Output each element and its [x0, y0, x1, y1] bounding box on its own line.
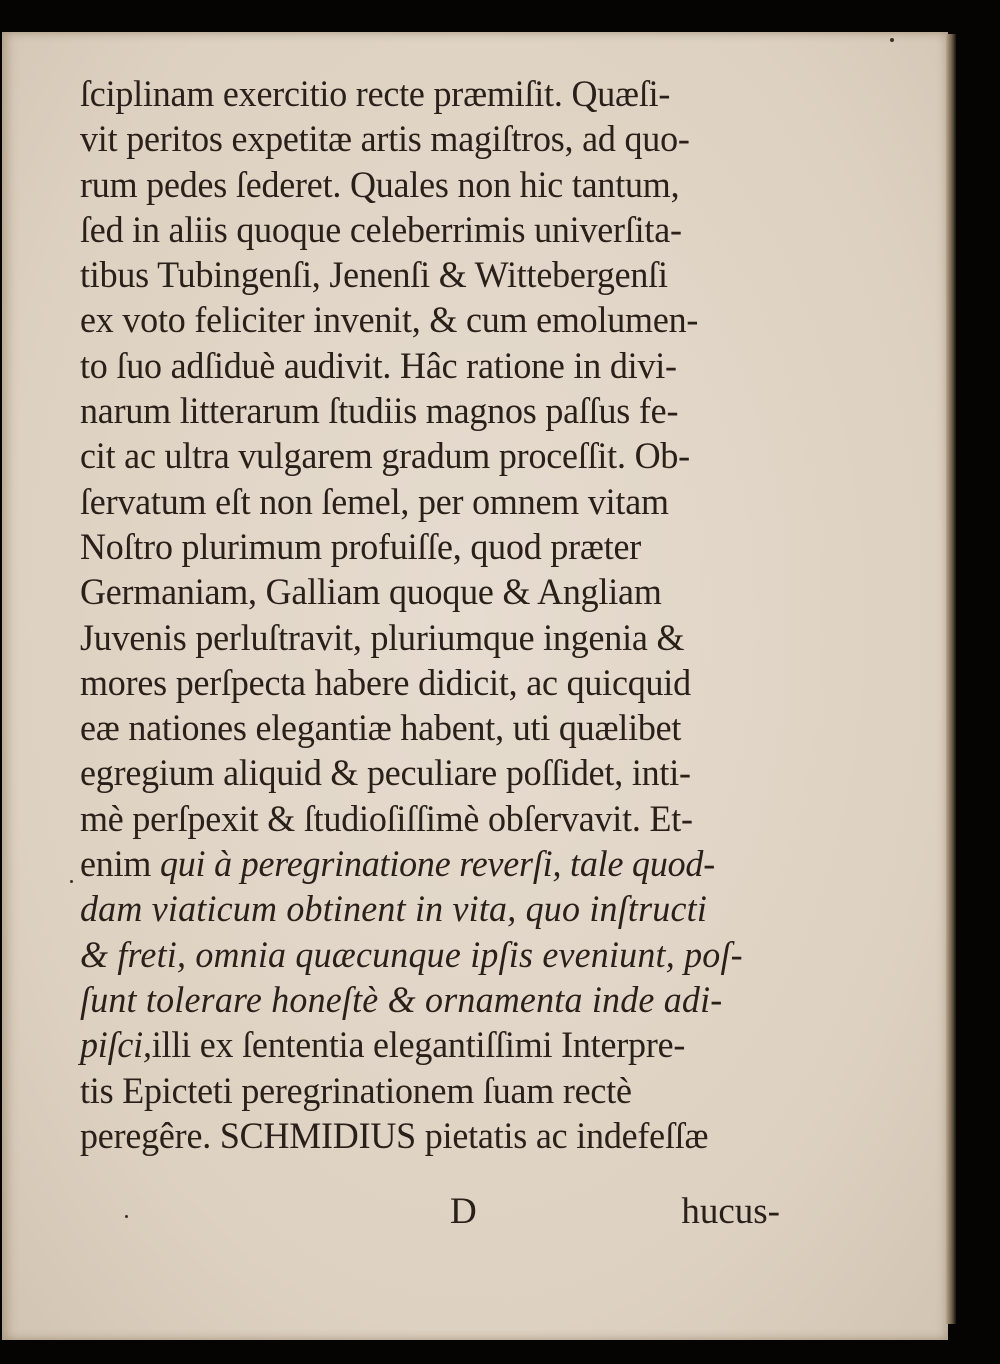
paper-speck — [125, 1215, 128, 1218]
body-text — [80, 72, 800, 1159]
roman-run: enim — [80, 844, 152, 886]
italic-run: qui à peregrinatione reverſi, tale quod- — [159, 844, 715, 886]
italic-line: & freti, omnia quæcunque ipſis eveniunt, poſ- — [80, 934, 743, 976]
italic-line: ſunt tolerare honeſtè & ornamenta inde adi- — [80, 979, 723, 1021]
text-line: Noſtro plurimum profuiſſe, quod præter — [80, 526, 642, 568]
roman-run: illi ex ſententia elegantiſſimi Interpre- — [151, 1025, 686, 1067]
text-line: tibus Tubingenſi, Jenenſi & Wittebergenſi — [80, 255, 668, 297]
italic-run: piſci, — [80, 1025, 152, 1067]
paper-speck — [890, 38, 894, 42]
text-line: egregium aliquid & peculiare poſſidet, inti- — [80, 753, 691, 795]
text-line: Germaniam, Galliam quoque & Angliam — [80, 572, 662, 614]
text-line: to ſuo adſiduè audivit. Hâc ratione in divi- — [80, 345, 677, 387]
text-line: narum litterarum ſtudiis magnos paſſus fe- — [80, 391, 679, 433]
text-line: Juvenis perluſtravit, pluriumque ingenia & — [80, 617, 685, 659]
text-line — [80, 842, 780, 887]
text-line: ſed in aliis quoque celeberrimis univerſita- — [80, 209, 682, 251]
text-line: ſciplinam exercitio recte præmiſit. Quæſi- — [80, 74, 671, 115]
text-line — [80, 1023, 780, 1068]
paper-speck — [70, 880, 73, 883]
text-line: mores perſpecta habere didicit, ac quicquid — [80, 662, 691, 704]
text-line: ſervatum eſt non ſemel, per omnem vitam — [80, 481, 669, 523]
text-line: peregêre. SCHMIDIUS pietatis ac indefeſſæ — [80, 1115, 709, 1157]
text-line: rum pedes ſederet. Quales non hic tantum, — [80, 164, 680, 206]
text-line: vit peritos expetitæ artis magiſtros, ad quo- — [80, 119, 690, 161]
text-line: eæ nationes elegantiæ habent, uti quælibet — [80, 708, 682, 750]
signature-mark: D — [450, 1191, 477, 1232]
text-line: cit ac ultra vulgarem gradum proceſſit. Ob- — [80, 436, 690, 478]
text-line: ex voto feliciter invenit, & cum emolumen- — [80, 300, 699, 342]
text-line: tis Epicteti peregrinationem ſuam rectè — [80, 1070, 632, 1112]
italic-line: dam viaticum obtinent in vita, quo inſtructi — [80, 889, 708, 931]
page-footer — [80, 1190, 780, 1238]
page-edge — [946, 34, 956, 1324]
text-line: mè perſpexit & ſtudioſiſſimè obſervavit. Et- — [80, 798, 693, 840]
catchword: hucus- — [681, 1191, 780, 1232]
